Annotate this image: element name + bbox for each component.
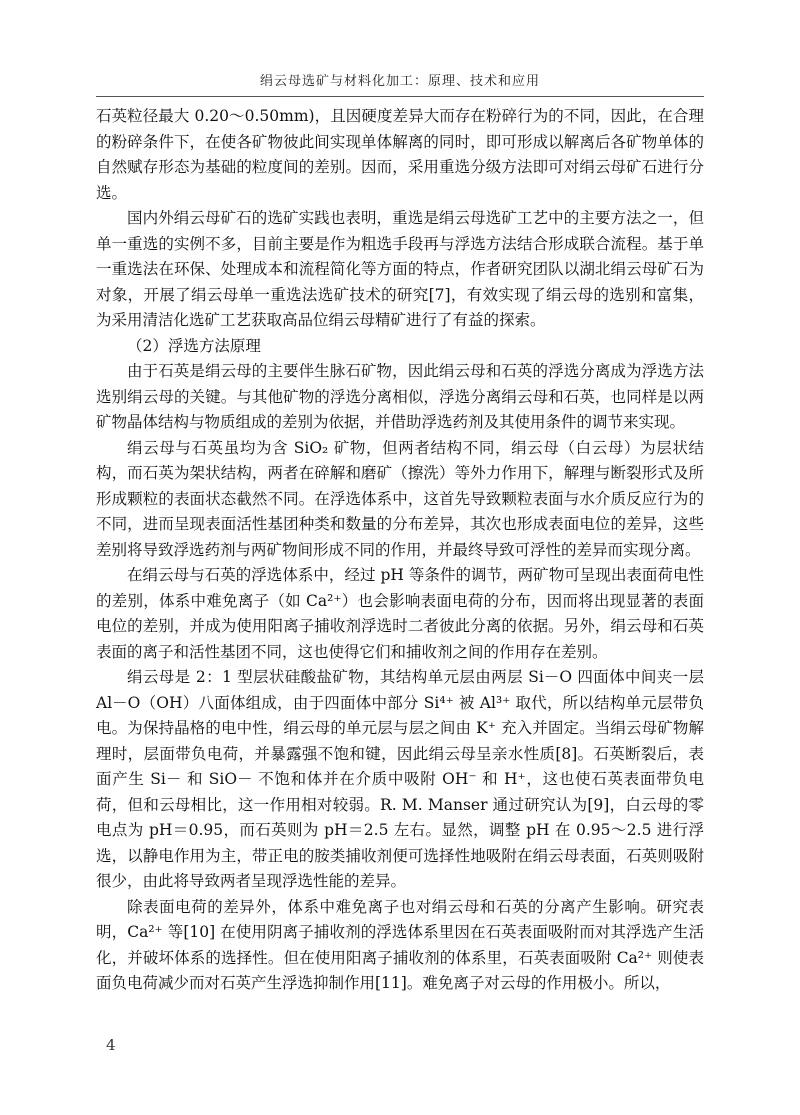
paragraph-surface-charge: 在绢云母与石英的浮选体系中，经过 pH 等条件的调节，两矿物可呈现出表面荷电性的差别，体系中难免离子（如 Ca²⁺）也会影响表面电荷的分布，因而将出现显著的表面电位的差别，并成为使用阳离子捕收剂浮选时二者彼此分离的依据。另外，绢云母和石英表面的离子和活性基团不同，这也使得它们和捕收剂之间的作用存在差别。 — [96, 566, 704, 661]
header-rule — [96, 96, 704, 97]
paragraph-continuation: 石英粒径最大 0.20～0.50mm)，且因硬度差异大而存在粉碎行为的不同，因此，在合理的粉碎条件下，在使各矿物彼此间实现单体解离的同时，即可形成以解离后各矿物单体的自然赋存形态为基础的粒度间的差别。因而，采用重选分级方法即可对绢云母矿石进行分选。 — [96, 107, 704, 202]
paragraph-unavoidable-ions: 除表面电荷的差异外，体系中难免离子也对绢云母和石英的分离产生影响。研究表明，Ca²⁺ 等[10] 在使用阴离子捕收剂的浮选体系里因在石英表面吸附而对其浮选产生活化，并破坏体系的选择性。但在使用阳离子捕收剂的体系里，石英表面吸附 Ca²⁺ 则使表面负电荷减少而对石英产生浮选抑制作用[11]。难免离子对云母的作用极小。所以， — [96, 897, 704, 992]
page-number: 4 — [106, 1036, 116, 1054]
paragraph-sericite-structure: 绢云母是 2：1 型层状硅酸盐矿物，其结构单元层由两层 Si－O 四面体中间夹一层 Al－O（OH）八面体组成，由于四面体中部分 Si⁴⁺ 被 Al³⁺ 取代，所以结构单元层带负电。为保持晶格的电中性，绢云母的单元层与层之间由 K⁺ 充入并固定。当绢云母矿物解理时，层面带负电荷，并暴露强不饱和键，因此绢云母呈亲水性质[8]。石英断裂后，表面产生 Si－ 和 SiO－ 不饱和体并在介质中吸附 OH⁻ 和 H⁺，这也使石英表面带负电荷，但和云母相比，这一作用相对较弱。R. M. Manser 通过研究认为[9]，白云母的零电点为 pH＝0.95，而石英则为 pH＝2.5 左右。显然，调整 pH 在 0.95～2.5 进行浮选，以静电作用为主，带正电的胺类捕收剂便可选择性地吸附在绢云母表面，石英则吸附很少，由此将导致两者呈现浮选性能的差异。 — [96, 668, 704, 890]
section-heading-flotation: （2）浮选方法原理 — [127, 336, 261, 355]
body-text — [96, 104, 704, 997]
running-header: 绢云母选矿与材料化加工：原理、技术和应用 — [259, 74, 540, 89]
paragraph-structure-difference: 绢云母与石英虽均为含 SiO₂ 矿物，但两者结构不同，绢云母（白云母）为层状结构，而石英为架状结构，两者在碎解和磨矿（擦洗）等外力作用下，解理与断裂形式及所形成颗粒的表面状态截然不同。在浮选体系中，这首先导致颗粒表面与水介质反应行为的不同，进而呈现表面活性基团种类和数量的分布差异，其次也形成表面电位的差异，这些差别将导致浮选药剂与两矿物间形成不同的作用，并最终导致可浮性的差异而实现分离。 — [96, 438, 704, 559]
paragraph-gravity-practice: 国内外绢云母矿石的选矿实践也表明，重选是绢云母选矿工艺中的主要方法之一，但单一重选的实例不多，目前主要是作为粗选手段再与浮选方法结合形成联合流程。基于单一重选法在环保、处理成本和流程简化等方面的特点，作者研究团队以湖北绢云母矿石为对象，开展了绢云母单一重选法选矿技术的研究[7]，有效实现了绢云母的选别和富集，为采用清洁化选矿工艺获取高品位绢云母精矿进行了有益的探索。 — [96, 209, 704, 329]
paragraph-flotation-key: 由于石英是绢云母的主要伴生脉石矿物，因此绢云母和石英的浮选分离成为浮选方法选别绢云母的关键。与其他矿物的浮选分离相似，浮选分离绢云母和石英，也同样是以两矿物晶体结构与物质组成的差别为依据，并借助浮选药剂及其使用条件的调节来实现。 — [96, 362, 704, 431]
